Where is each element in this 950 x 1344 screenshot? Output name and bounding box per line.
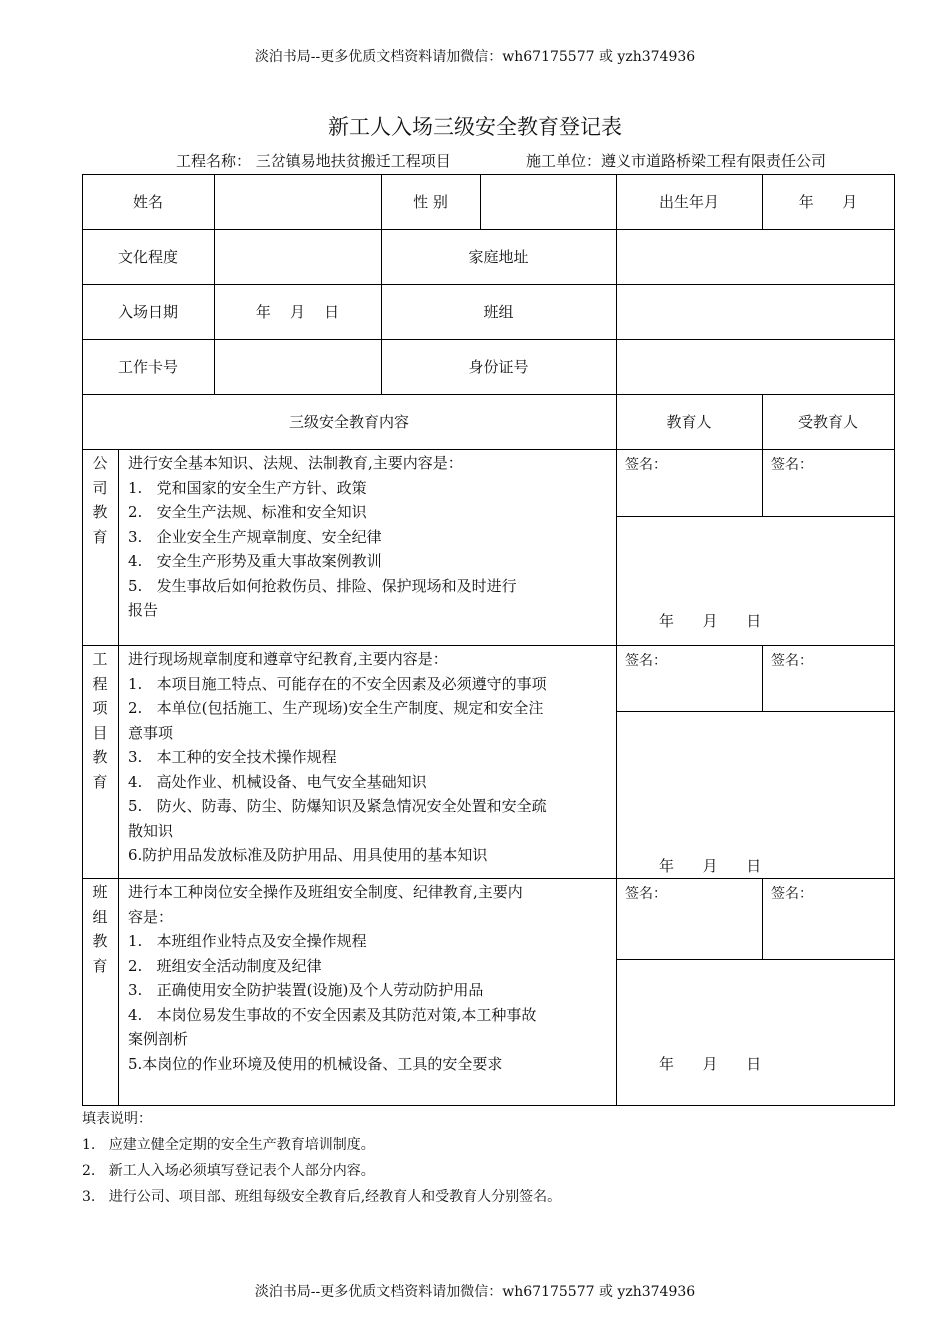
team-field[interactable] xyxy=(617,285,894,338)
page-header-text: 淡泊书局--更多优质文档资料请加微信：wh67175577 或 yzh374936 xyxy=(254,49,696,65)
project-edu-label: 工 程 项 目 教 育 xyxy=(92,650,108,791)
address-label: 家庭地址 xyxy=(468,248,529,266)
company-educatee-sign[interactable]: 签名： xyxy=(771,457,813,473)
construction-unit: 施工单位：遵义市道路桥梁工程有限责任公司 xyxy=(526,152,827,170)
notes-title: 填表说明： xyxy=(82,1111,152,1127)
project-educator-sign[interactable]: 签名： xyxy=(625,653,667,669)
name-field[interactable] xyxy=(215,175,380,228)
company-edu-content: 进行安全基本知识、法规、法制教育,主要内容是： 1. 党和国家的安全生产方针、政策 2. 安全生产法规、标准和安全知识 3. 企业安全生产规章制度、安全纪律 4. 安全生产形势及重大事故案例教训 5. 发生事故后如何抢救伤员、排险、保护现场和及时进行 报告 xyxy=(128,454,517,619)
entry-date-field[interactable]: 年 月 日 xyxy=(255,303,340,321)
project-educatee-sign[interactable]: 签名： xyxy=(771,653,813,669)
company-educator-sign[interactable]: 签名： xyxy=(625,457,667,473)
page-title: 新工人入场三级安全教育登记表 xyxy=(328,115,622,139)
project-name: 工程名称： 三岔镇易地扶贫搬迁工程项目 xyxy=(176,152,451,170)
birth-label: 出生年月 xyxy=(658,193,719,211)
educator-header: 教育人 xyxy=(666,413,712,431)
gender-label: 性 别 xyxy=(413,193,448,211)
note-item: 1. 应建立健全定期的安全生产教育培训制度。 xyxy=(82,1137,375,1153)
edu-content-header: 三级安全教育内容 xyxy=(288,413,409,431)
fill-instructions xyxy=(82,1106,561,1210)
team-date[interactable]: 年 月 日 xyxy=(659,1055,762,1073)
page-footer-text: 淡泊书局--更多优质文档资料请加微信：wh67175577 或 yzh374936 xyxy=(254,1284,696,1300)
gender-field[interactable] xyxy=(481,175,615,228)
team-edu-content: 进行本工种岗位安全操作及班组安全制度、纪律教育,主要内 容是： 1. 本班组作业特点及安全操作规程 2. 班组安全活动制度及纪律 3. 正确使用安全防护装置(设施)及个人劳动防护用品 4. 本岗位易发生事故的不安全因素及其防范对策,本工种事故 案例剖析 5.本岗位的作业环境及使用的机械设备、工具的安全要求 xyxy=(128,883,537,1073)
company-edu-label: 公 司 教 育 xyxy=(92,454,108,546)
work-card-field[interactable] xyxy=(215,340,380,393)
project-edu-content: 进行现场规章制度和遵章守纪教育,主要内容是： 1. 本项目施工特点、可能存在的不安全因素及必须遵守的事项 2. 本单位(包括施工、生产现场)安全生产制度、规定和安全注 意事项 3. 本工种的安全技术操作规程 4. 高处作业、机械设备、电气安全基础知识 5. 防火、防毒、防尘、防爆知识及紧急情况安全处置和安全疏 散知识 6.防护用品发放标准及防护用品、用具使用的基本知识 xyxy=(128,650,547,864)
birth-field[interactable]: 年 月 xyxy=(798,193,858,211)
name-label: 姓名 xyxy=(132,193,163,211)
entry-date-label: 入场日期 xyxy=(117,303,178,321)
id-number-field[interactable] xyxy=(617,340,894,393)
education-label: 文化程度 xyxy=(117,248,178,266)
note-item: 3. 进行公司、项目部、班组每级安全教育后,经教育人和受教育人分别签名。 xyxy=(82,1189,562,1205)
note-item: 2. 新工人入场必须填写登记表个人部分内容。 xyxy=(82,1163,375,1179)
project-date[interactable]: 年 月 日 xyxy=(659,857,762,875)
work-card-label: 工作卡号 xyxy=(117,358,178,376)
education-field[interactable] xyxy=(215,230,380,283)
id-number-label: 身份证号 xyxy=(468,358,529,376)
educatee-header: 受教育人 xyxy=(797,413,858,431)
team-label: 班组 xyxy=(483,303,514,321)
team-edu-label: 班 组 教 育 xyxy=(92,883,108,975)
team-educatee-sign[interactable]: 签名： xyxy=(771,886,813,902)
company-date[interactable]: 年 月 日 xyxy=(659,612,762,630)
address-field[interactable] xyxy=(617,230,894,283)
team-educator-sign[interactable]: 签名： xyxy=(625,886,667,902)
